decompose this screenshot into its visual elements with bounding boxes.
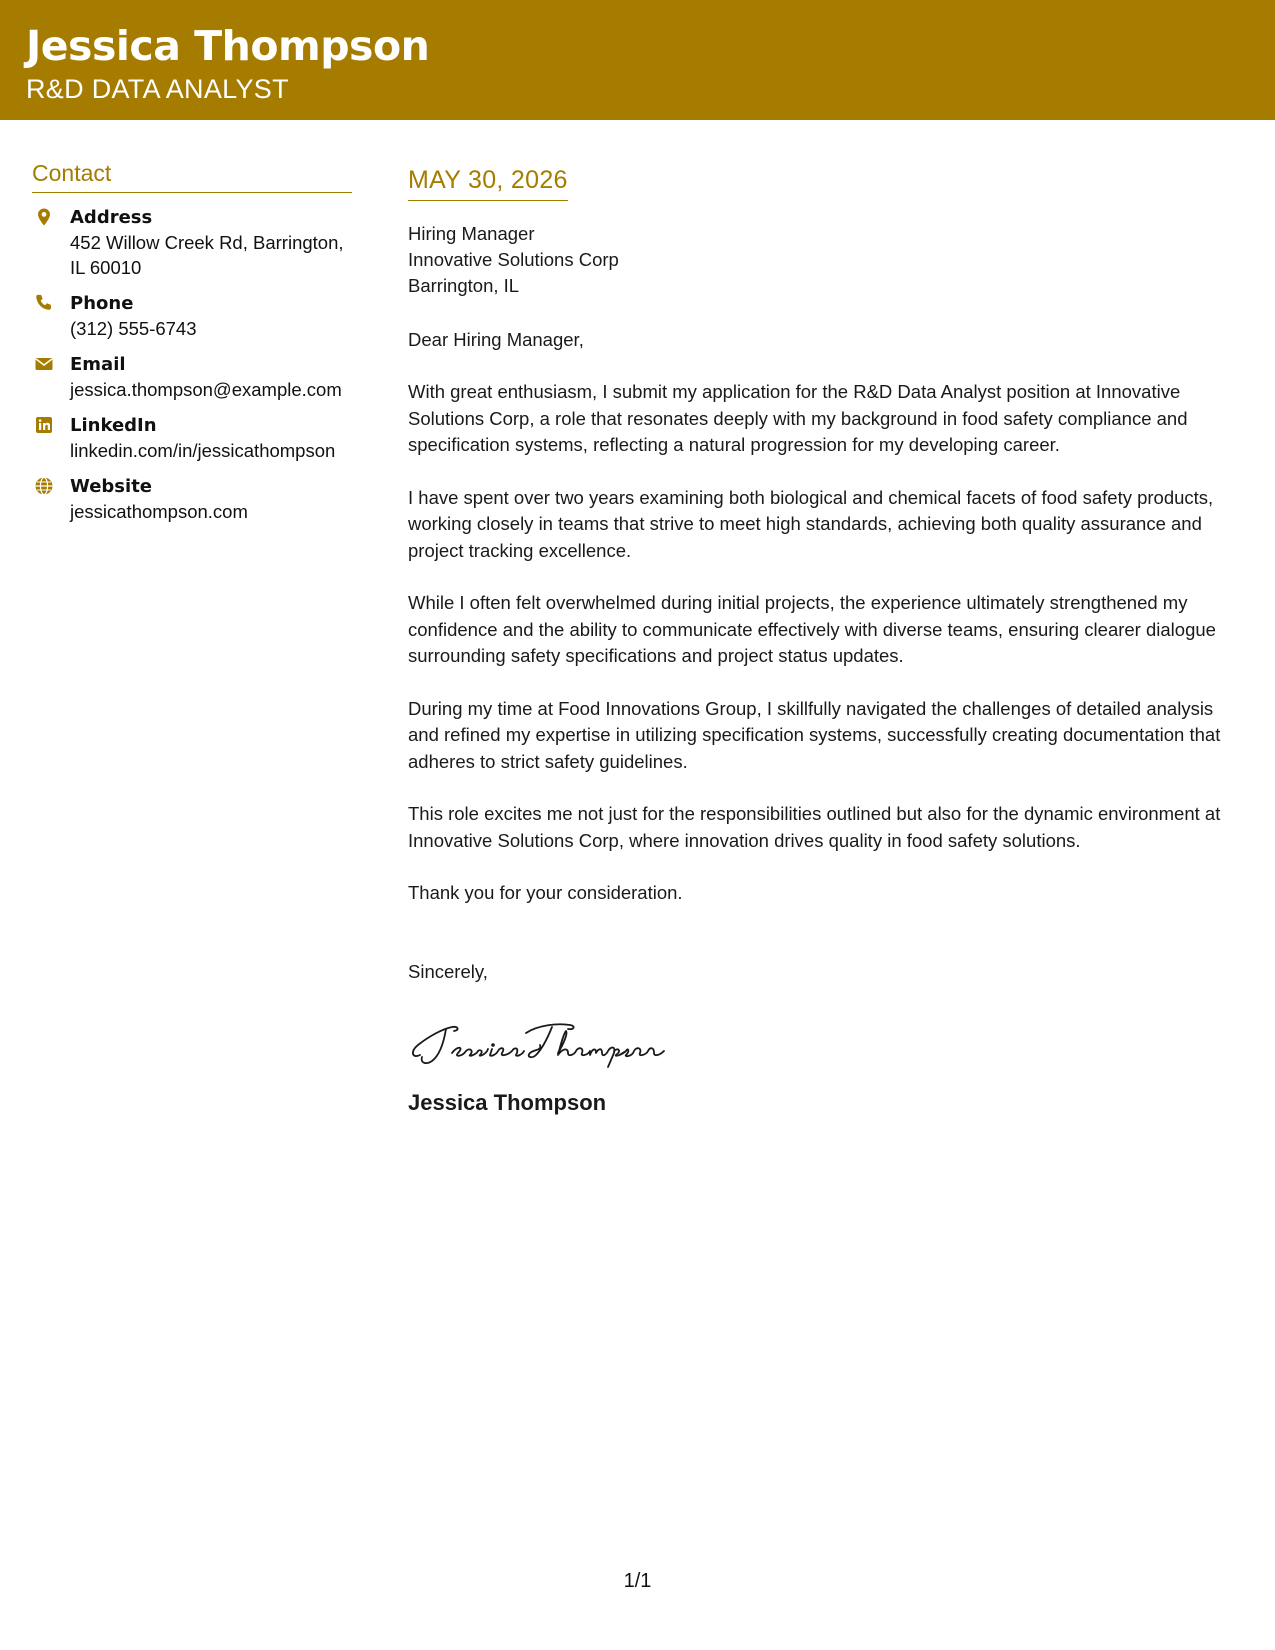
contact-value-phone: (312) 555-6743 <box>70 317 197 339</box>
recipient-line-2: Innovative Solutions Corp <box>408 249 619 270</box>
body-paragraph: Thank you for your consideration. <box>408 882 683 903</box>
linkedin-icon <box>34 415 54 435</box>
contact-sidebar <box>32 160 352 535</box>
globe-icon <box>34 476 54 496</box>
body-paragraph: This role excites me not just for the responsibilities outlined but also for the dynamic environment at Innovative Solutions Corp, where innovation drives quality in food safety solutions. <box>408 803 1221 851</box>
body-paragraph: During my time at Food Innovations Group, I skillfully navigated the challenges of detailed analysis and refined my expertise in utilizing specification systems, successfully creating documentation that adheres to strict safety guidelines. <box>408 697 1221 772</box>
contact-item-phone <box>32 291 352 341</box>
job-title: R&D DATA ANALYST <box>26 74 289 104</box>
letter-date: MAY 30, 2026 <box>408 166 568 194</box>
closing: Sincerely, <box>408 960 488 982</box>
date-block <box>408 165 568 201</box>
body-paragraph: I have spent over two years examining both biological and chemical facets of food safety products, working closely in teams that strive to meet high standards, achieving both quality assurance and project tracking excellence. <box>408 486 1214 561</box>
contact-label-email: Email <box>70 353 126 375</box>
contact-value-website[interactable]: jessicathompson.com <box>70 500 248 522</box>
handwritten-signature <box>408 1015 678 1071</box>
contact-label-linkedin: LinkedIn <box>70 414 157 436</box>
contact-value-linkedin[interactable]: linkedin.com/in/jessicathompson <box>70 439 336 461</box>
contact-item-email <box>32 352 352 402</box>
signer-name: Jessica Thompson <box>408 1089 607 1115</box>
contact-label-phone: Phone <box>70 292 134 314</box>
contact-value-email[interactable]: jessica.thompson@example.com <box>70 378 342 400</box>
body-paragraph: While I often felt overwhelmed during initial projects, the experience ultimately strengthened my confidence and the ability to communicate effectively with diverse teams, ensuring clearer dialogue surrounding safety specifications and project status updates. <box>408 592 1216 666</box>
contact-item-website <box>32 474 352 524</box>
applicant-name: Jessica Thompson <box>26 22 430 70</box>
body-paragraph: With great enthusiasm, I submit my application for the R&D Data Analyst position at Innovative Solutions Corp, a role that resonates deeply with my background in food safety compliance and specification systems, reflecting a natural progression for my developing career. <box>408 381 1188 455</box>
page-number: 1/1 <box>623 1570 652 1592</box>
contact-item-address <box>32 205 352 280</box>
letter-body <box>408 165 1248 1117</box>
contact-heading: Contact <box>32 160 352 193</box>
envelope-icon <box>34 354 54 374</box>
contact-value-address: 452 Willow Creek Rd, Barrington, IL 60010 <box>70 231 344 278</box>
recipient-line-3: Barrington, IL <box>408 275 520 296</box>
contact-label-website: Website <box>70 475 153 497</box>
recipient-line-1: Hiring Manager <box>408 223 535 244</box>
recipient-block <box>408 221 1248 299</box>
salutation: Dear Hiring Manager, <box>408 329 584 350</box>
map-pin-icon <box>34 207 54 227</box>
phone-icon <box>34 293 54 313</box>
header-banner <box>0 0 1275 120</box>
contact-item-linkedin <box>32 413 352 463</box>
contact-list <box>32 205 352 524</box>
contact-label-address: Address <box>70 206 153 228</box>
